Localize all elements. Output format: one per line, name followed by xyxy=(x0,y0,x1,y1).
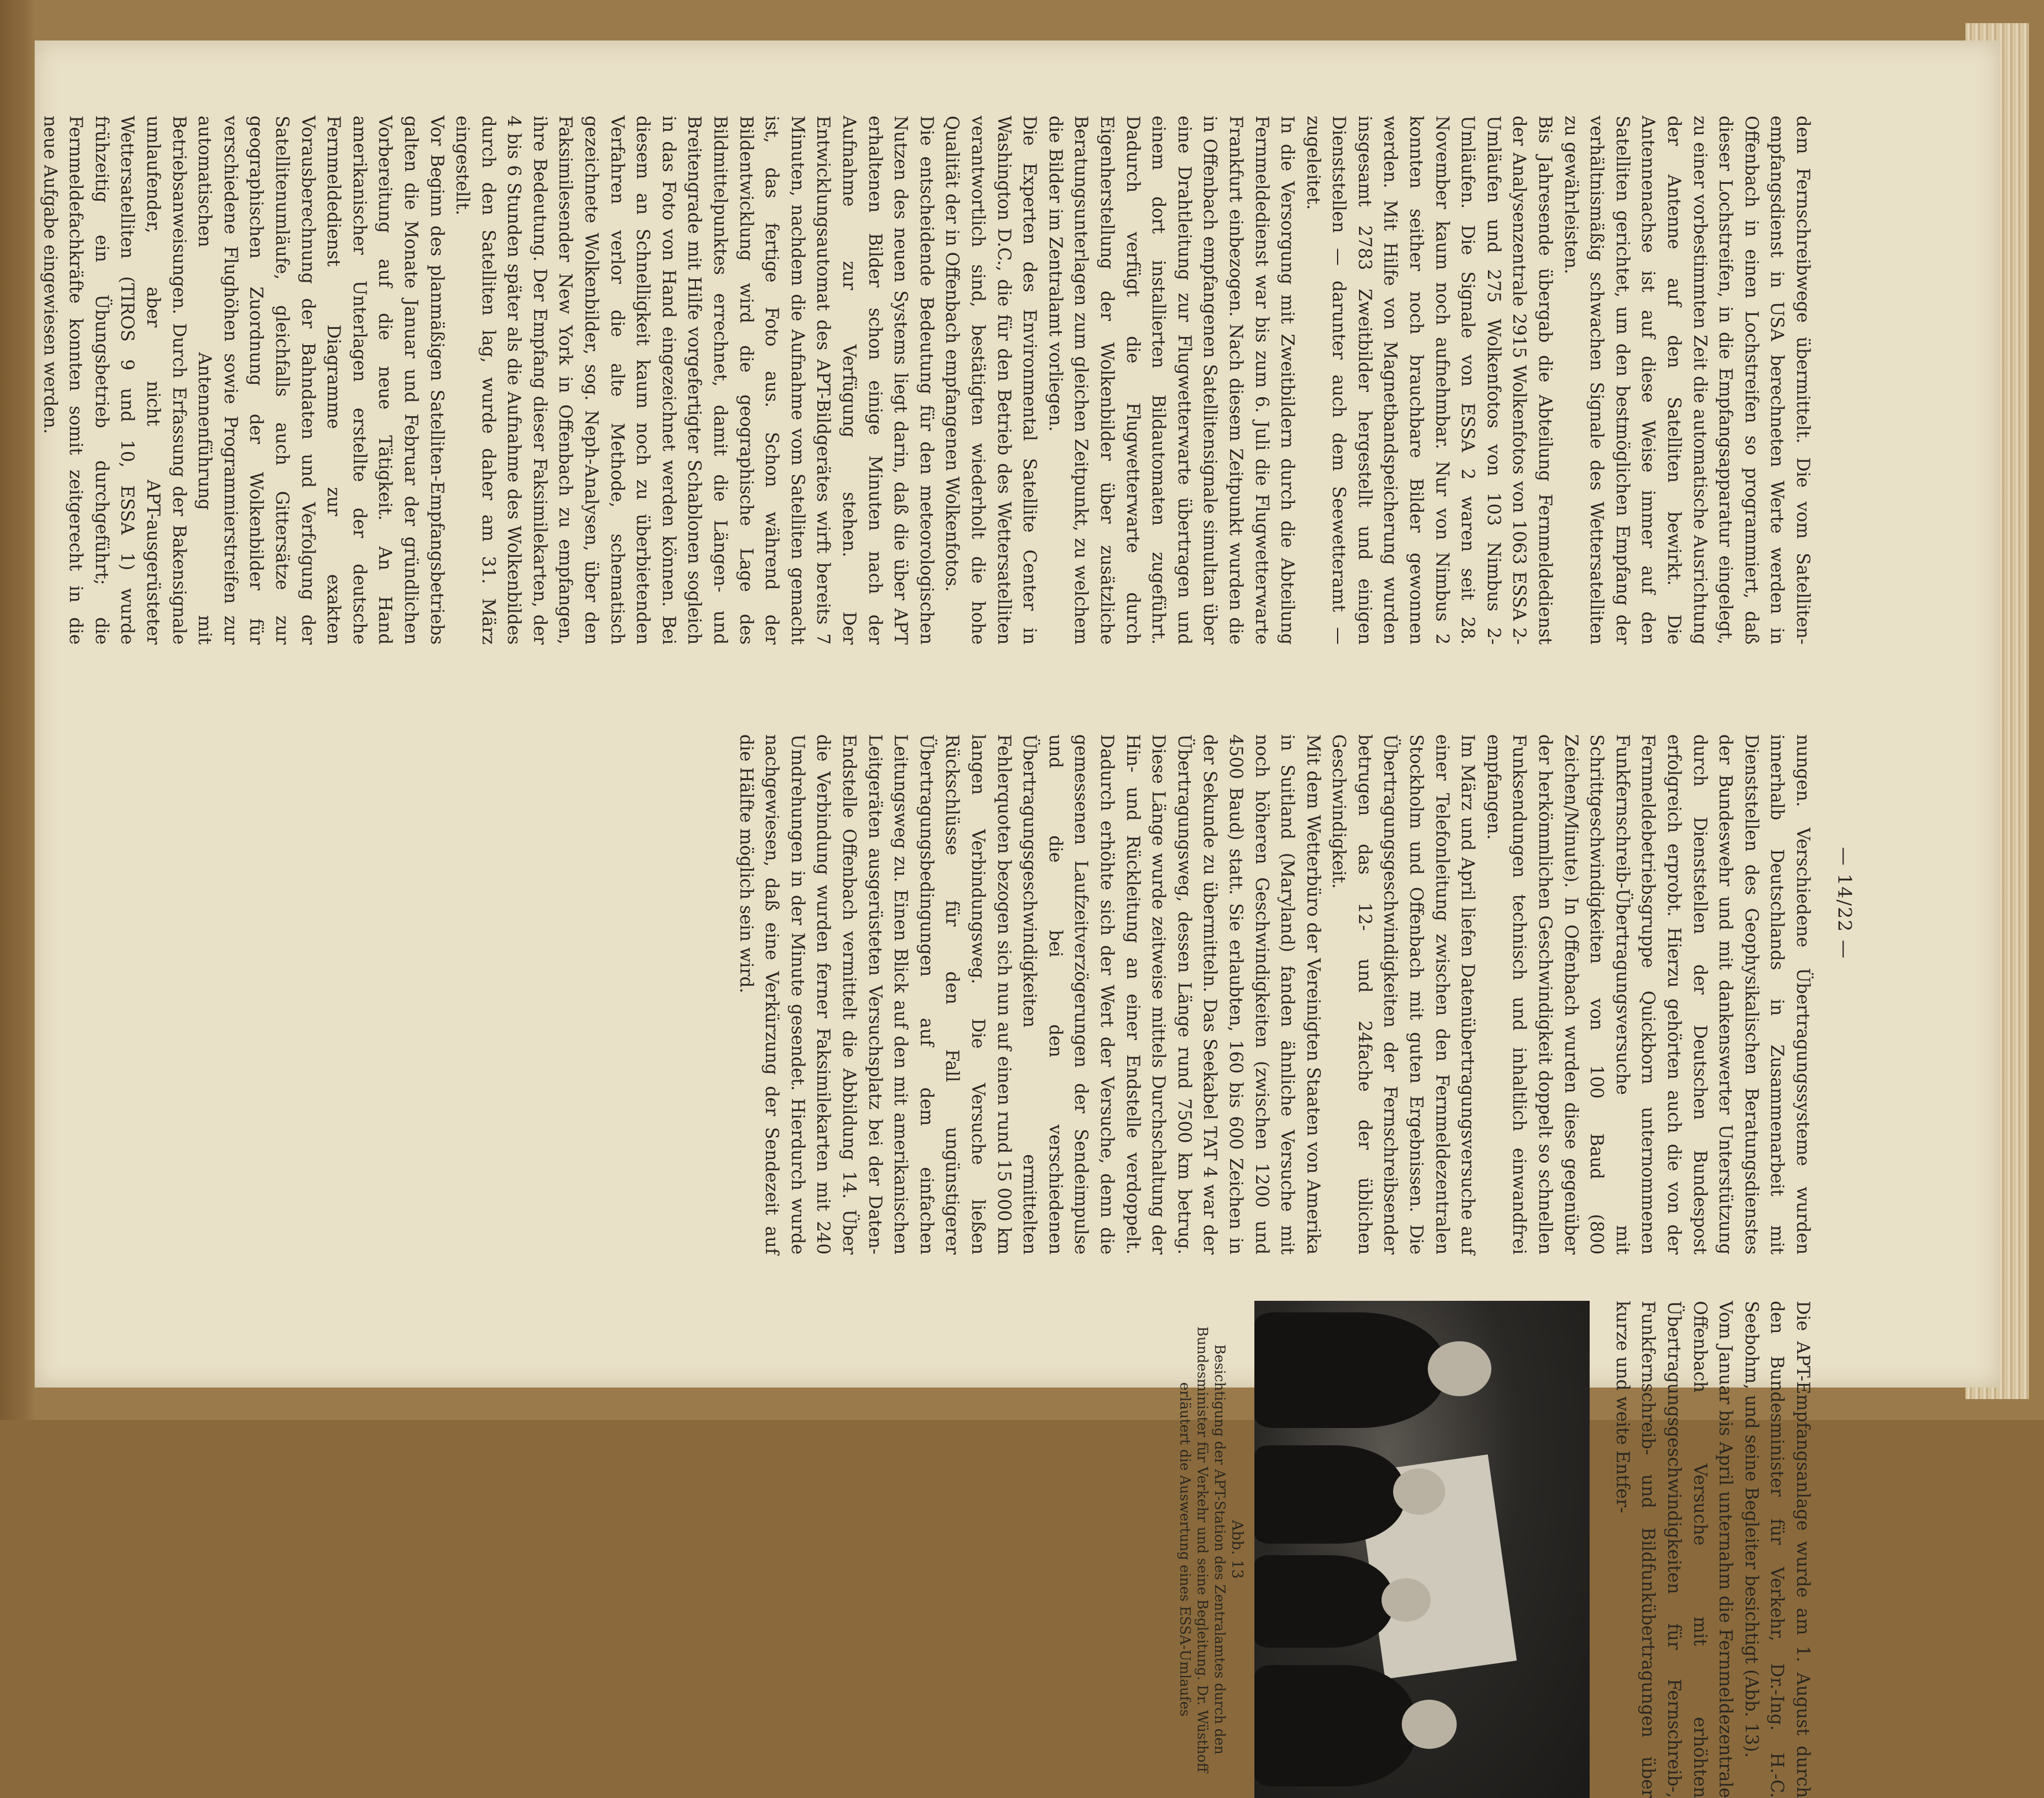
person-silhouette xyxy=(1254,1665,1416,1786)
column-3-top-text xyxy=(1609,1301,1815,1798)
paragraph: Vom Januar bis April unternahm die Fernmeldezentrale Offenbach Versuche mit erhöhten Übertragungsgeschwindigkeiten für Fernschreib-, Funkfernschreib- und Bildfunkübertragungen über kurze und weite Entfer- xyxy=(1612,1301,1736,1798)
figure-caption xyxy=(1176,1301,1246,1798)
person-head xyxy=(1393,1468,1445,1515)
paragraph: Die APT-Empfangsanlage wurde am 1. August durch den Bundesminister für Verkehr, Dr.-Ing. H.-C. Seebohm, und seine Begleiter besichtigt (Abb. 13). xyxy=(1741,1301,1813,1798)
person-silhouette xyxy=(1254,1555,1393,1648)
paragraph: Vor Beginn des planmäßigen Satelliten-Empfangsbetriebs galten die Monate Januar und Februar der gründlichen Vorbereitung auf die neue Tätigkeit. An Hand amerikanischer Unterlagen erstellte der deutsche Fernmeldedienst Diagramme zur exakten Vorausberechnung der Bahndaten und Verfolgung der Satellitenumläufe, gleichfalls auch Gittersätze zur geographischen Zuordnung der Wolkenbilder für verschiedene Flughöhen sowie Programmierstreifen zur automatischen Antennenführung mit Betriebsanweisungen. Durch Erfassung der Bakensignale umlaufender, aber nicht APT-ausgerüsteter Wettersatelliten (TIROS 9 und 10, ESSA 1) wurde frühzeitig ein Übungsbetrieb durchgeführt; die Fernmeldefachkräfte konnten somit zeitgerecht in die neue Aufgabe eingewiesen werden. xyxy=(39,116,447,645)
caption-line: Bundesminister für Verkehr und seine Begleitung. Dr. Wüsthoff xyxy=(1194,1326,1210,1773)
person-head xyxy=(1402,1700,1457,1749)
figure-photo xyxy=(1254,1301,1590,1798)
figure-label: Abb. 13 xyxy=(1228,1520,1246,1579)
rotated-page-content xyxy=(39,116,1856,1798)
person-silhouette xyxy=(1254,1312,1445,1428)
person-head xyxy=(1428,1341,1491,1396)
paragraph: Die entscheidende Bedeutung für den meteorologischen Nutzen des neuen Systems liegt darin, daß die über APT erhaltenen Bilder schon einige Minuten nach der Aufnahme zur Verfügung stehen. Der Entwicklungsautomat des APT-Bildgerätes wirft bereits 7 Minuten, nachdem die Aufnahme vom Satelliten gemacht ist, das fertige Foto aus. Schon während der Bildentwicklung wird die geographische Lage des Bildmittelpunktes errechnet, damit die Längen- und Breitengrade mit Hilfe vorgefertigter Schablonen sogleich in das Foto von Hand eingezeichnet werden können. Bei diesem an Schnelligkeit kaum noch zu überbietenden Verfahren verlor die alte Methode, schematisch gezeichnete Wolkenbilder, sog. Neph-Analysen, über den Faksimilesender New York in Offenbach zu empfangen, ihre Bedeutung. Der Empfang dieser Faksimilekarten, der 4 bis 6 Stunden später als die Aufnahme des Wolkenbildes durch den Satelliten lag, wurde daher am 31. März eingestellt. xyxy=(452,116,936,645)
paragraph: Mit dem Wetterbüro der Vereinigten Staaten von Amerika in Suitland (Maryland) fanden ähnliche Versuche mit noch höheren Geschwindigkeiten (zwischen 1200 und 4500 Baud) statt. Sie erlaubten, 160 bis 600 Zeichen in der Sekunde zu übermitteln. Das Seekabel TAT 4 war der Übertragungsweg, dessen Länge rund 7500 km betrug. Diese Länge wurde zeitweise mittels Durchschaltung der Hin- und Rückleitung an einer Endstelle verdoppelt. Dadurch erhöhte sich der Wert der Versuche, denn die gemessenen Laufzeitverzögerungen der Sendeimpulse und die bei den verschiedenen Übertragungsgeschwindigkeiten ermittelten Fehlerquoten bezogen sich nun auf einen rund 15 000 km langen Verbindungsweg. Die Versuche ließen Rückschlüsse für den Fall ungünstigerer Übertragungsbedingungen auf dem einfachen Leitungsweg zu. Einen Blick auf den mit amerikanischen Leitgeräten ausgerüsteten Versuchsplatz bei der Daten-Endstelle Offenbach vermittelt die Abbildung 14. Über die Verbindung wurden ferner Faksimilekarten mit 240 Umdrehungen in der Minute gesendet. Hierdurch wurde nachgewiesen, daß eine Verkürzung der Sendezeit auf die Hälfte möglich sein wird. xyxy=(735,734,1323,1255)
paragraph: In die Versorgung mit Zweitbildern durch die Abteilung Fernmeldedienst war bis zum 6. Juli die Flugwetterwarte Frankfurt einbezogen. Nach diesem Zeitpunkt wurden die in Offenbach empfangenen Satellitensignale simultan über eine Drahtleitung zur Flugwetterwarte übertragen und einem dort installierten Bildautomaten zugeführt. Dadurch verfügt die Flugwetterwarte durch Eigenherstellung der Wolkenbilder über zusätzliche Beratungsunterlagen zum gleichen Zeitpunkt, zu welchem die Bilder im Zentralamt vorliegen. xyxy=(1045,116,1298,645)
caption-line: erläutert die Auswertung eines ESSA-Umlaufes xyxy=(1177,1382,1193,1717)
paragraph: Die Experten des Environmental Satellite Center in Washington D.C., die für den Betrieb des Wettersatelliten verantwortlich sind, bestätigten wiederholt die hohe Qualität der in Offenbach empfangenen Wolkenfotos. xyxy=(942,116,1040,645)
text-column-1 xyxy=(36,116,1815,645)
text-column-2 xyxy=(732,734,1815,1255)
person-silhouette xyxy=(1254,1445,1405,1544)
page-number: — 14/22 — xyxy=(1834,847,1856,960)
paragraph: dem Fernschreibwege übermittelt. Die vom Satelliten-empfangsdienst in USA berechneten Werte werden in Offenbach in einen Lochstreifen so programmiert, daß dieser Lochstreifen, in die Empfangsapparatur eingelegt, zu einer vorbestimmten Zeit die automatische Ausrichtung der Antenne auf den Satelliten bewirkt. Die Antennenachse ist auf diese Weise immer auf den Satelliten gerichtet, um den bestmöglichen Empfang der verhältnismäßig schwachen Signale des Wettersatelliten zu gewährleisten. xyxy=(1560,116,1813,645)
person-head xyxy=(1382,1578,1431,1622)
paragraph: Bis Jahresende übergab die Abteilung Fernmeldedienst der Analysenzentrale 2915 Wolkenfotos von 1063 ESSA 2-Umläufen und 275 Wolkenfotos von 103 Nimbus 2-Umläufen. Die Signale von ESSA 2 waren seit 28. November kaum noch aufnehmbar. Nur von Nimbus 2 konnten seither noch brauchbare Bilder gewonnen werden. Mit Hilfe von Magnetbandspeicherung wurden insgesamt 2783 Zweitbilder hergestellt und einigen Dienststellen — darunter auch dem Seewetteramt — zugeleitet. xyxy=(1302,116,1556,645)
caption-line: Besichtigung der APT-Station des Zentralamtes durch den xyxy=(1212,1344,1228,1755)
paragraph: nungen. Verschiedene Übertragungssysteme wurden innerhalb Deutschlands in Zusammenarbeit mit Dienststellen des Geophysikalischen Beratungsdienstes der Bundeswehr und mit dankenswerter Unterstützung durch Dienststellen der Deutschen Bundespost erfolgreich erprobt. Hierzu gehörten auch die von der Fernmeldebetriebsgruppe Quickborn unternommenen Funkfernschreib-Übertragungsversuche mit Schrittgeschwindigkeiten von 100 Baud (800 Zeichen/Minute). In Offenbach wurden diese gegenüber der herkömmlichen Geschwindigkeit doppelt so schnellen Funksendungen technisch und inhaltlich einwandfrei empfangen. xyxy=(1483,734,1813,1255)
paragraph: Im März und April liefen Datenübertragungsversuche auf einer Telefonleitung zwischen den Fernmeldezentralen Stockholm und Offenbach mit guten Ergebnissen. Die Übertragungsgeschwindigkeiten der Fernschreibsender betrugen das 12- und 24fache der üblichen Geschwindigkeit. xyxy=(1328,734,1478,1255)
